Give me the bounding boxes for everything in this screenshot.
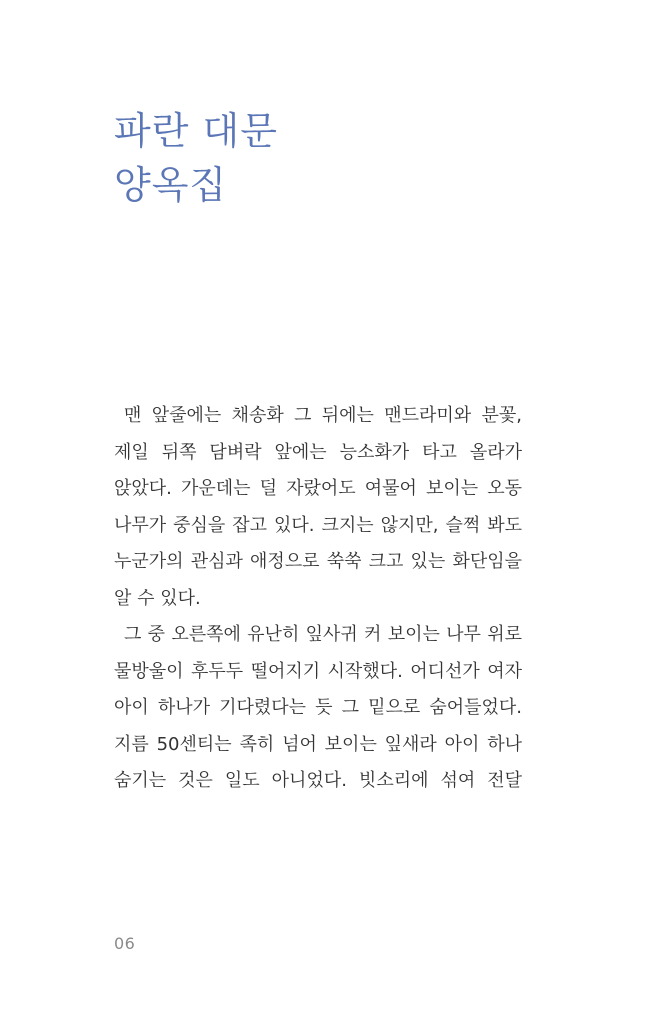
body-line: 그 중 오른쪽에 유난히 잎사귀 커 보이는 나무 위로 xyxy=(124,624,522,645)
body-line: 제일 뒤쪽 담벼락 앞에는 능소화가 타고 올라가 xyxy=(114,441,522,463)
body-line: 숨기는 것은 일도 아니었다. 빗소리에 섞여 전달 xyxy=(114,770,522,791)
body-line: 앉았다. 가운데는 덜 자랐어도 여물어 보이는 오동 xyxy=(114,478,522,499)
body-line: 물방울이 후두두 떨어지기 시작했다. 어디선가 여자 xyxy=(114,660,522,682)
body-line: 아이 하나가 기다렸다는 듯 그 밑으로 숨어들었다. xyxy=(114,697,522,718)
page-number: 06 xyxy=(114,934,136,953)
body-line: 누군가의 관심과 애정으로 쑥쑥 크고 있는 화단임을 xyxy=(114,551,522,572)
chapter-title-line-2: 양옥집 xyxy=(114,163,228,207)
body-line: 지름 50센티는 족히 넘어 보이는 잎새라 아이 하나 xyxy=(114,733,522,755)
body-line: 나무가 중심을 잡고 있다. 크지는 않지만, 슬쩍 봐도 xyxy=(114,514,522,536)
body-text xyxy=(114,398,522,800)
chapter-title-line-1: 파란 대문 xyxy=(114,109,278,153)
chapter-title xyxy=(114,104,278,212)
body-line: 맨 앞줄에는 채송화 그 뒤에는 맨드라미와 분꽃, xyxy=(124,405,522,426)
body-line: 알 수 있다. xyxy=(114,587,201,609)
